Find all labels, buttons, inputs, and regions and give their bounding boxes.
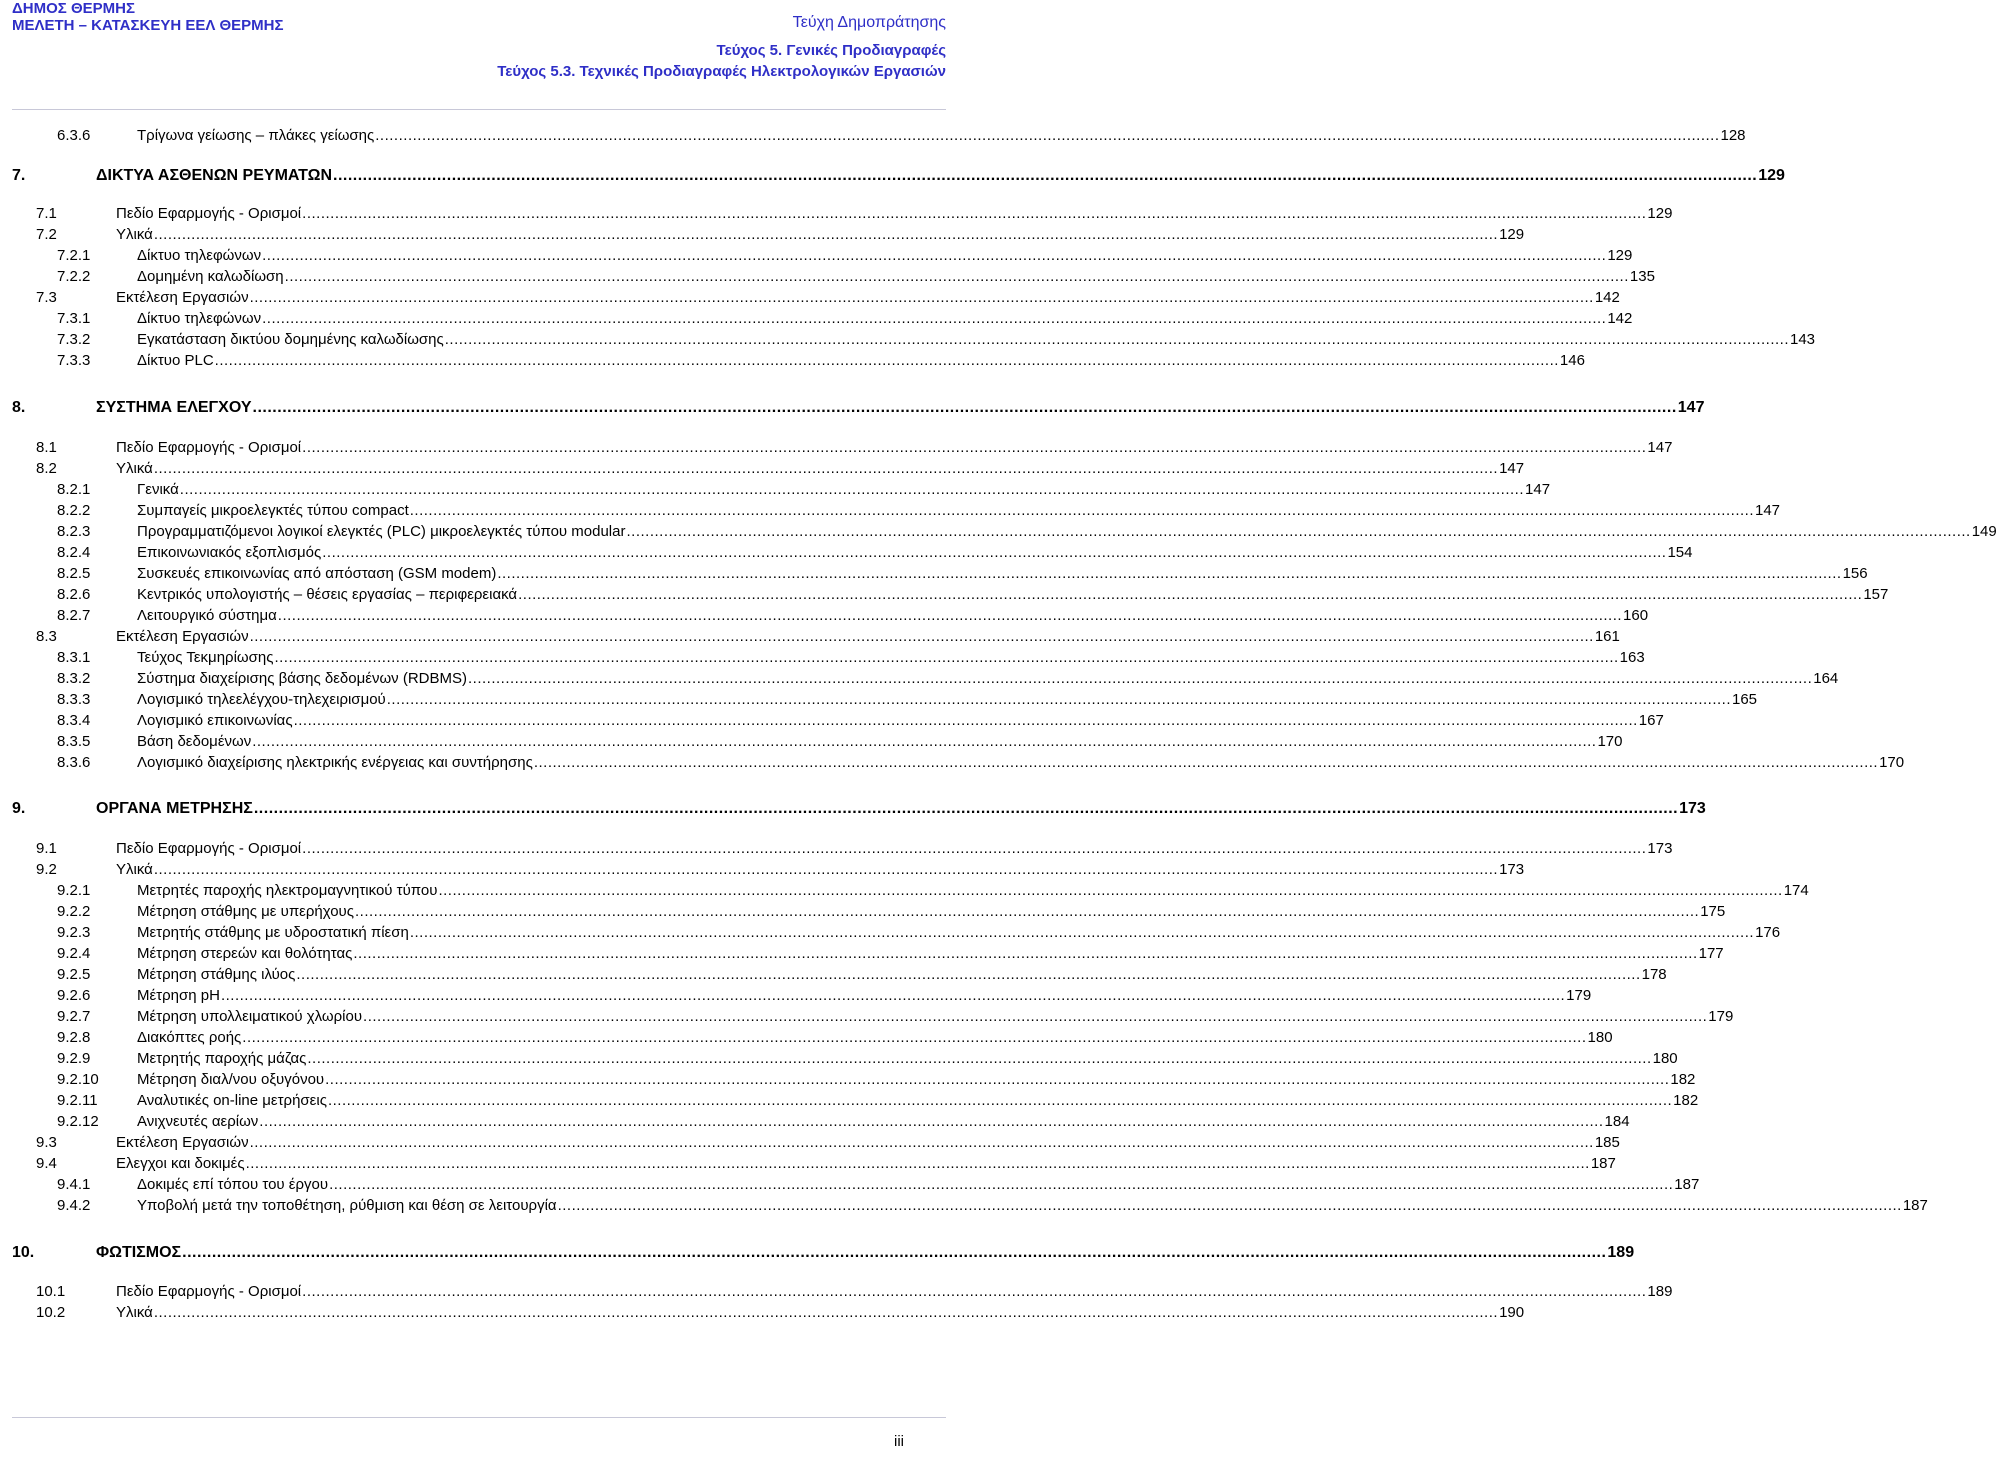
toc-dot-leader [363,1007,1707,1027]
toc-entry-number: 8.3 [36,628,57,645]
toc-entry[interactable] [57,1196,1928,1216]
toc-entry[interactable] [57,267,1655,287]
toc-entry-title: Πεδίο Εφαρμογής - Ορισμοί [116,439,302,456]
toc-entry-title: Μέτρηση στάθμης με υπερήχους [137,903,354,920]
toc-entry-page: 187 [1902,1197,1928,1214]
page-header-left [12,0,284,34]
toc-entry-page: 189 [1647,1283,1673,1300]
toc-entry-number: 7.2.1 [57,247,91,264]
toc-entry[interactable] [57,1028,1613,1048]
footer-divider [12,1417,946,1418]
toc-entry-page: 177 [1698,945,1724,962]
toc-entry-page: 142 [1594,289,1620,306]
toc-dot-leader [302,204,1646,224]
toc-entry-number: 7.2.2 [57,268,91,285]
toc-entry-page: 156 [1842,565,1868,582]
toc-entry-number: 9.2.3 [57,924,91,941]
toc-entry-page: 190 [1499,1304,1525,1321]
toc-entry[interactable] [36,1154,1616,1174]
toc-entry-title: Συσκευές επικοινωνίας από απόσταση (GSM modem) [137,565,497,582]
toc-dot-leader [180,480,1524,500]
toc-entry-title: ΔΙΚΤΥΑ ΑΣΘΕΝΩΝ ΡΕΥΜΑΤΩΝ [96,167,332,184]
toc-entry-title: Δίκτυο PLC [137,352,214,369]
toc-entry-page: 149 [1971,523,1997,540]
toc-entry[interactable] [57,246,1633,266]
toc-entry-title: Πεδίο Εφαρμογής - Ορισμοί [116,840,302,857]
toc-entry[interactable] [36,204,1673,224]
toc-entry-title: ΣΥΣΤΗΜΑ ΕΛΕΓΧΟΥ [96,399,252,416]
toc-entry-page: 184 [1604,1113,1630,1130]
toc-entry-title: Μέτρηση υπολλειματικού χλωρίου [137,1008,363,1025]
header-volume: Τεύχος 5. Γενικές Προδιαγραφές [716,42,946,59]
toc-entry-number: 10.2 [36,1304,66,1321]
toc-entry-title: Ανιχνευτές αερίων [137,1113,259,1130]
toc-entry-title: Διακόπτες ροής [137,1029,242,1046]
toc-entry-title: Μέτρηση pH [137,987,220,1004]
toc-entry-page: 164 [1813,670,1839,687]
toc-entry[interactable] [36,627,1620,647]
toc-entry[interactable] [57,480,1551,500]
toc-entry-page: 157 [1863,586,1889,603]
toc-entry-number: 9.2.6 [57,987,91,1004]
toc-entry-number: 7.1 [36,205,57,222]
toc-entry[interactable] [57,648,1645,668]
toc-entry[interactable] [36,1133,1620,1153]
toc-entry-title: Μέτρηση στάθμης ιλύος [137,966,296,983]
toc-entry[interactable] [36,1303,1525,1323]
toc-dot-leader [626,522,1970,542]
toc-entry-number: 9. [12,800,26,817]
toc-dot-leader [274,648,1618,668]
toc-entry-page: 178 [1641,966,1667,983]
toc-entry[interactable] [57,944,1724,964]
toc-entry-page: 179 [1566,987,1592,1004]
toc-entry-number: 9.2.11 [57,1092,98,1109]
toc-entry[interactable] [57,1049,1678,1069]
toc-entry[interactable] [57,585,1889,605]
toc-entry-title: Γενικά [137,481,179,498]
toc-entry-number: 7.2 [36,226,57,243]
toc-dot-leader [302,1282,1646,1302]
toc-entry-number: 9.3 [36,1134,57,1151]
toc-entry-title: Εκτέλεση Εργασιών [116,1134,249,1151]
toc-entry[interactable] [57,669,1839,689]
toc-entry[interactable] [12,397,1705,419]
toc-entry-title: ΟΡΓΑΝΑ ΜΕΤΡΗΣΗΣ [96,800,253,817]
toc-entry-title: Υλικά [116,226,153,243]
toc-entry-title: Εκτέλεση Εργασιών [116,628,249,645]
toc-entry-title: Πεδίο Εφαρμογής - Ορισμοί [116,1283,302,1300]
toc-entry[interactable] [36,459,1525,479]
toc-entry-number: 9.2.8 [57,1029,91,1046]
toc-dot-leader [518,585,1862,605]
toc-entry-number: 8.2.4 [57,544,91,561]
toc-dot-leader [410,923,1754,943]
toc-entry-title: Τεύχος Τεκμηρίωσης [137,649,274,666]
toc-entry-number: 8.3.3 [57,691,91,708]
toc-entry-number: 9.2.7 [57,1008,91,1025]
header-project: ΜΕΛΕΤΗ – ΚΑΤΑΣΚΕΥΗ ΕΕΛ ΘΕΡΜΗΣ [12,17,284,34]
toc-entry-page: 142 [1607,310,1633,327]
toc-entry-number: 8.3.1 [57,649,91,666]
toc-entry[interactable] [57,986,1592,1006]
toc-dot-leader [296,965,1640,985]
toc-entry-number: 8.2.5 [57,565,91,582]
toc-dot-leader [278,606,1622,626]
toc-entry-page: 170 [1597,733,1623,750]
toc-dot-leader [154,860,1498,880]
toc-entry-title: Προγραμματιζόμενοι λογικοί ελεγκτές (PLC) μικροελεγκτές τύπου modular [137,523,626,540]
toc-dot-leader [307,1049,1651,1069]
toc-entry-number: 9.2.5 [57,966,91,983]
toc-entry[interactable] [57,564,1868,584]
toc-entry-number: 9.2.1 [57,882,91,899]
toc-entry[interactable] [57,1175,1700,1195]
toc-dot-leader [534,753,1878,773]
toc-entry[interactable] [12,165,1785,187]
toc-entry-title: Μετρητής στάθμης με υδροστατική πίεση [137,924,409,941]
toc-dot-leader [215,351,1559,371]
toc-entry-page: 187 [1674,1176,1700,1193]
toc-entry[interactable] [57,902,1726,922]
page-header-right [497,12,946,82]
toc-entry-title: Λογισμικό διαχείρισης ηλεκτρικής ενέργειας και συντήρησης [137,754,533,771]
toc-entry-page: 129 [1647,205,1673,222]
toc-entry-title: Κεντρικός υπολογιστής – θέσεις εργασίας – περιφερειακά [137,586,518,603]
toc-entry[interactable] [57,732,1623,752]
toc-entry[interactable] [57,1070,1696,1090]
toc-entry[interactable] [57,923,1781,943]
toc-entry-number: 8.3.4 [57,712,91,729]
toc-entry-page: 173 [1647,840,1673,857]
toc-entry-number: 7.3.3 [57,352,91,369]
toc-entry-page: 147 [1647,439,1673,456]
toc-entry-title: Δίκτυο τηλεφώνων [137,247,262,264]
toc-entry-number: 8.2.2 [57,502,91,519]
toc-entry[interactable] [57,753,1905,773]
toc-entry[interactable] [57,501,1781,521]
toc-entry[interactable] [12,798,1706,820]
toc-entry-page: 185 [1594,1134,1620,1151]
toc-entry-title: Μέτρηση διαλ/νου οξυγόνου [137,1071,325,1088]
toc-entry[interactable] [36,839,1673,859]
toc-entry-page: 129 [1499,226,1525,243]
toc-entry-page: 173 [1679,800,1706,817]
toc-entry-page: 146 [1559,352,1585,369]
toc-entry-page: 176 [1755,924,1781,941]
toc-entry-title: Τρίγωνα γείωσης – πλάκες γείωσης [137,127,375,144]
toc-entry-number: 8. [12,399,26,416]
toc-dot-leader [262,246,1606,266]
toc-dot-leader [246,1154,1590,1174]
toc-entry-page: 180 [1587,1029,1613,1046]
toc-dot-leader [259,1112,1603,1132]
toc-entry-title: Μετρητής παροχής μάζας [137,1050,307,1067]
toc-entry-page: 163 [1619,649,1645,666]
toc-entry-page: 147 [1677,399,1705,416]
toc-entry-title: Αναλυτικές on-line μετρήσεις [137,1092,327,1109]
toc-entry-title: Υλικά [116,1304,153,1321]
toc-entry-number: 8.2.3 [57,523,91,540]
toc-dot-leader [294,711,1638,731]
toc-dot-leader [254,798,1678,820]
toc-dot-leader [252,732,1596,752]
toc-entry-number: 9.2.12 [57,1113,99,1130]
toc-entry-number: 9.2 [36,861,57,878]
toc-entry-page: 129 [1758,167,1785,184]
toc-entry-title: Λογισμικό επικοινωνίας [137,712,293,729]
toc-entry[interactable] [36,860,1525,880]
toc-entry-page: 154 [1667,544,1693,561]
toc-entry-title: Υλικά [116,861,153,878]
toc-dot-leader [497,564,1841,584]
toc-entry-title: Δίκτυο τηλεφώνων [137,310,262,327]
toc-entry[interactable] [57,126,1746,146]
toc-entry[interactable] [57,1112,1630,1132]
toc-entry-page: 160 [1623,607,1649,624]
toc-entry-number: 10. [12,1244,35,1261]
toc-entry[interactable] [57,351,1585,371]
toc-entry-page: 179 [1708,1008,1734,1025]
toc-entry[interactable] [36,288,1620,308]
toc-dot-leader [355,902,1699,922]
toc-dot-leader [250,288,1594,308]
toc-entry-page: 143 [1790,331,1816,348]
toc-entry-page: 167 [1638,712,1664,729]
toc-dot-leader [262,309,1606,329]
toc-entry[interactable] [57,690,1758,710]
toc-dot-leader [410,501,1754,521]
toc-entry-number: 8.2.6 [57,586,91,603]
toc-entry[interactable] [12,1242,1635,1264]
toc-dot-leader [325,1070,1669,1090]
toc-entry-number: 8.2.7 [57,607,91,624]
toc-entry[interactable] [57,330,1816,350]
toc-entry-title: Δοκιμές επί τόπου του έργου [137,1176,329,1193]
toc-entry-number: 8.1 [36,439,57,456]
toc-dot-leader [387,690,1731,710]
toc-entry-title: Υποβολή μετά την τοποθέτηση, ρύθμιση και θέση σε λειτουργία [137,1197,557,1214]
footer-page-number: iii [894,1433,904,1450]
toc-entry-page: 165 [1732,691,1758,708]
toc-entry-number: 9.1 [36,840,57,857]
toc-entry-number: 9.2.2 [57,903,91,920]
toc-entry-page: 175 [1700,903,1726,920]
toc-entry-page: 129 [1607,247,1633,264]
toc-entry-title: Δομημένη καλωδίωση [137,268,284,285]
toc-entry-title: Εκτέλεση Εργασιών [116,289,249,306]
toc-entry[interactable] [57,543,1693,563]
toc-entry-title: Πεδίο Εφαρμογής - Ορισμοί [116,205,302,222]
toc-entry[interactable] [57,522,1997,542]
toc-dot-leader [154,459,1498,479]
toc-entry[interactable] [57,1091,1699,1111]
toc-entry-number: 9.2.4 [57,945,91,962]
toc-entry-page: 174 [1783,882,1809,899]
toc-entry-title: Λογισμικό τηλεελέγχου-τηλεχειρισμού [137,691,386,708]
toc-entry[interactable] [36,1282,1673,1302]
toc-dot-leader [375,126,1719,146]
toc-entry-number: 10.1 [36,1283,66,1300]
header-subvolume: Τεύχος 5.3. Τεχνικές Προδιαγραφές Ηλεκτρολογικών Εργασιών [497,63,946,80]
toc-entry[interactable] [36,225,1525,245]
toc-dot-leader [333,165,1757,187]
toc-dot-leader [322,543,1666,563]
toc-entry[interactable] [57,711,1664,731]
toc-dot-leader [328,1091,1672,1111]
toc-entry-number: 9.2.10 [57,1071,99,1088]
toc-entry-number: 9.4.1 [57,1176,91,1193]
toc-dot-leader [221,986,1565,1006]
toc-entry-page: 170 [1879,754,1905,771]
header-docs: Τεύχη Δημοπράτησης [792,14,946,31]
toc-entry-number: 7.3 [36,289,57,306]
toc-entry-title: Λειτουργικό σύστημα [137,607,277,624]
header-divider [12,109,946,110]
toc-entry-page: 147 [1754,502,1781,519]
toc-entry-title: Βάση δεδομένων [137,733,252,750]
toc-entry-page: 187 [1590,1155,1616,1172]
toc-entry[interactable] [57,965,1667,985]
toc-entry-page: 135 [1629,268,1655,285]
toc-entry-number: 9.2.9 [57,1050,91,1067]
toc-dot-leader [250,627,1594,647]
toc-entry[interactable] [57,309,1633,329]
toc-entry-title: Υλικά [116,460,153,477]
toc-entry-page: 180 [1652,1050,1678,1067]
toc-dot-leader [353,944,1697,964]
toc-entry-title: Εγκατάσταση δικτύου δομημένης καλωδίωσης [137,331,444,348]
toc-entry-title: ΦΩΤΙΣΜΟΣ [96,1244,182,1261]
toc-entry-title: Επικοινωνιακός εξοπλισμός [137,544,322,561]
toc-entry-number: 7.3.1 [57,310,91,327]
toc-dot-leader [445,330,1789,350]
toc-entry-number: 6.3.6 [57,127,91,144]
toc-entry[interactable] [57,881,1809,901]
toc-dot-leader [253,397,1677,419]
toc-entry-title: Μετρητές παροχής ηλεκτρομαγνητικού τύπου [137,882,438,899]
toc-entry-title: Ελεγχοι και δοκιμές [116,1155,245,1172]
toc-entry-page: 147 [1525,481,1551,498]
toc-entry-page: 182 [1670,1071,1696,1088]
toc-dot-leader [154,225,1498,245]
toc-entry-number: 9.4 [36,1155,57,1172]
toc-dot-leader [329,1175,1673,1195]
toc-entry[interactable] [57,606,1649,626]
toc-dot-leader [558,1196,1902,1216]
toc-dot-leader [250,1133,1594,1153]
toc-entry-number: 8.2.1 [57,481,91,498]
toc-dot-leader [438,881,1782,901]
toc-entry-page: 128 [1720,127,1746,144]
toc-entry-number: 7.3.2 [57,331,91,348]
toc-entry-page: 189 [1607,1244,1635,1261]
toc-dot-leader [182,1242,1606,1264]
toc-entry[interactable] [57,1007,1734,1027]
toc-entry-page: 182 [1673,1092,1699,1109]
toc-entry-page: 161 [1594,628,1620,645]
toc-entry-number: 8.3.6 [57,754,91,771]
toc-dot-leader [468,669,1812,689]
toc-dot-leader [242,1028,1586,1048]
toc-entry[interactable] [36,438,1673,458]
toc-entry-number: 8.2 [36,460,57,477]
toc-entry-number: 8.3.2 [57,670,91,687]
toc-entry-page: 173 [1499,861,1525,878]
toc-dot-leader [285,267,1629,287]
toc-entry-title: Μέτρηση στερεών και θολότητας [137,945,353,962]
toc-entry-number: 7. [12,167,26,184]
toc-entry-title: Συμπαγείς μικροελεγκτές τύπου compact [137,502,409,519]
toc-entry-page: 147 [1499,460,1525,477]
toc-dot-leader [154,1303,1498,1323]
toc-entry-number: 8.3.5 [57,733,91,750]
toc-dot-leader [302,438,1646,458]
toc-entry-number: 9.4.2 [57,1197,91,1214]
toc-entry-title: Σύστημα διαχείρισης βάσης δεδομένων (RDBMS) [137,670,467,687]
toc-dot-leader [302,839,1646,859]
header-org: ΔΗΜΟΣ ΘΕΡΜΗΣ [12,0,135,17]
